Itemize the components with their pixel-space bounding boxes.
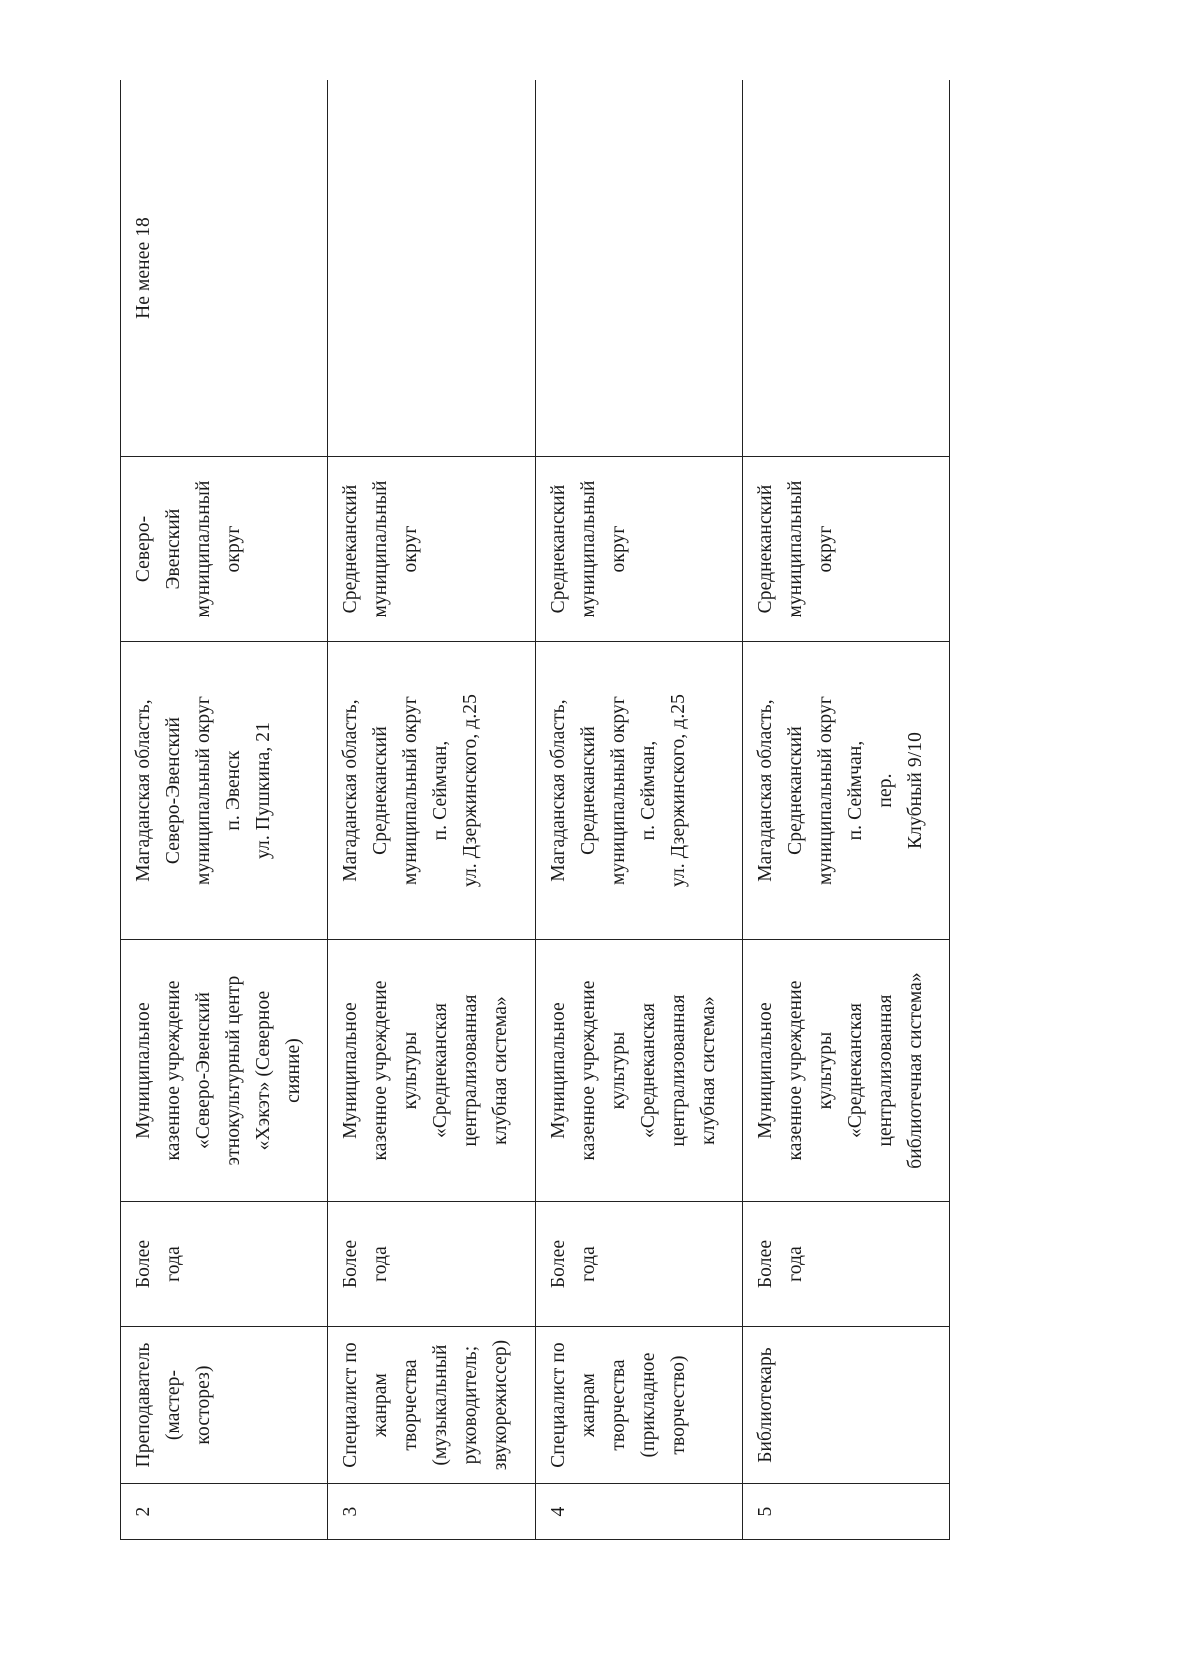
table-row	[121, 80, 328, 1540]
position-cell	[328, 1327, 535, 1484]
note-cell	[535, 80, 742, 457]
organization-text: Муниципальное казенное учреждение культуры «Среднеканская централизованная клубная система»	[340, 980, 512, 1161]
position-cell	[742, 1327, 949, 1484]
organization-cell	[535, 940, 742, 1202]
term-text: Более года	[133, 1239, 184, 1289]
row-number-cell	[535, 1484, 742, 1540]
table-row	[535, 80, 742, 1540]
row-number: 4	[547, 1506, 569, 1517]
district-cell	[328, 457, 535, 642]
note-text: Не менее 18	[133, 217, 154, 319]
row-number-cell	[742, 1484, 949, 1540]
position-cell	[535, 1327, 742, 1484]
term-text: Более года	[547, 1239, 599, 1289]
district-text: Северо- Эвенский муниципальный округ	[133, 480, 244, 618]
address-cell	[742, 642, 949, 940]
note-cell	[121, 80, 328, 457]
row-number: 5	[754, 1506, 776, 1517]
district-text: Среднеканский муниципальный округ	[754, 480, 836, 618]
district-cell	[121, 457, 328, 642]
district-text: Среднеканский муниципальный округ	[547, 480, 629, 618]
row-number-cell	[121, 1484, 328, 1540]
organization-text: Муниципальное казенное учреждение «Северо-Эвенский этнокультурный центр «Хэкэт» (Северное сияние)	[133, 975, 304, 1166]
term-text: Более года	[340, 1239, 392, 1289]
row-number-cell	[328, 1484, 535, 1540]
address-cell	[121, 642, 328, 940]
address-cell	[328, 642, 535, 940]
row-number: 2	[133, 1506, 154, 1517]
organization-text: Муниципальное казенное учреждение культуры «Среднеканская централизованная библиотечная система»	[754, 972, 926, 1169]
address-text: Магаданская область, Среднеканский муниципальный округ п. Сеймчан, пер. Клубный 9/10	[754, 696, 926, 885]
note-cell	[328, 80, 535, 457]
address-cell	[535, 642, 742, 940]
position-text: Преподаватель (мастер-косторез)	[133, 1342, 214, 1468]
vacancy-table	[120, 80, 950, 1540]
rotated-content	[120, 80, 950, 1540]
district-cell	[742, 457, 949, 642]
position-text: Библиотекарь	[754, 1347, 776, 1463]
note-cell	[742, 80, 949, 457]
rotated-page	[120, 80, 950, 1540]
organization-cell	[742, 940, 949, 1202]
term-text: Более года	[754, 1239, 806, 1289]
organization-cell	[328, 940, 535, 1202]
row-number: 3	[340, 1506, 362, 1517]
table-row	[742, 80, 949, 1540]
organization-cell	[121, 940, 328, 1202]
position-cell	[121, 1327, 328, 1484]
term-cell	[121, 1202, 328, 1327]
address-text: Магаданская область, Среднеканский муниципальный округ п. Сеймчан, ул. Дзержинского, д.25	[547, 694, 689, 888]
district-text: Среднеканский муниципальный округ	[340, 480, 422, 618]
organization-text: Муниципальное казенное учреждение культуры «Среднеканская централизованная клубная система»	[547, 980, 719, 1161]
term-cell	[742, 1202, 949, 1327]
position-text: Специалист по жанрам творчества (музыкальный руководитель; звукорежиссер)	[340, 1339, 512, 1471]
address-text: Магаданская область, Северо-Эвенский муниципальный округ п. Эвенск ул. Пушкина, 21	[133, 696, 274, 885]
address-text: Магаданская область, Среднеканский муниципальный округ п. Сеймчан, ул. Дзержинского, д.25	[340, 694, 482, 888]
table-row	[328, 80, 535, 1540]
term-cell	[535, 1202, 742, 1327]
term-cell	[328, 1202, 535, 1327]
position-text: Специалист по жанрам творчества (прикладное творчество)	[547, 1342, 689, 1468]
district-cell	[535, 457, 742, 642]
